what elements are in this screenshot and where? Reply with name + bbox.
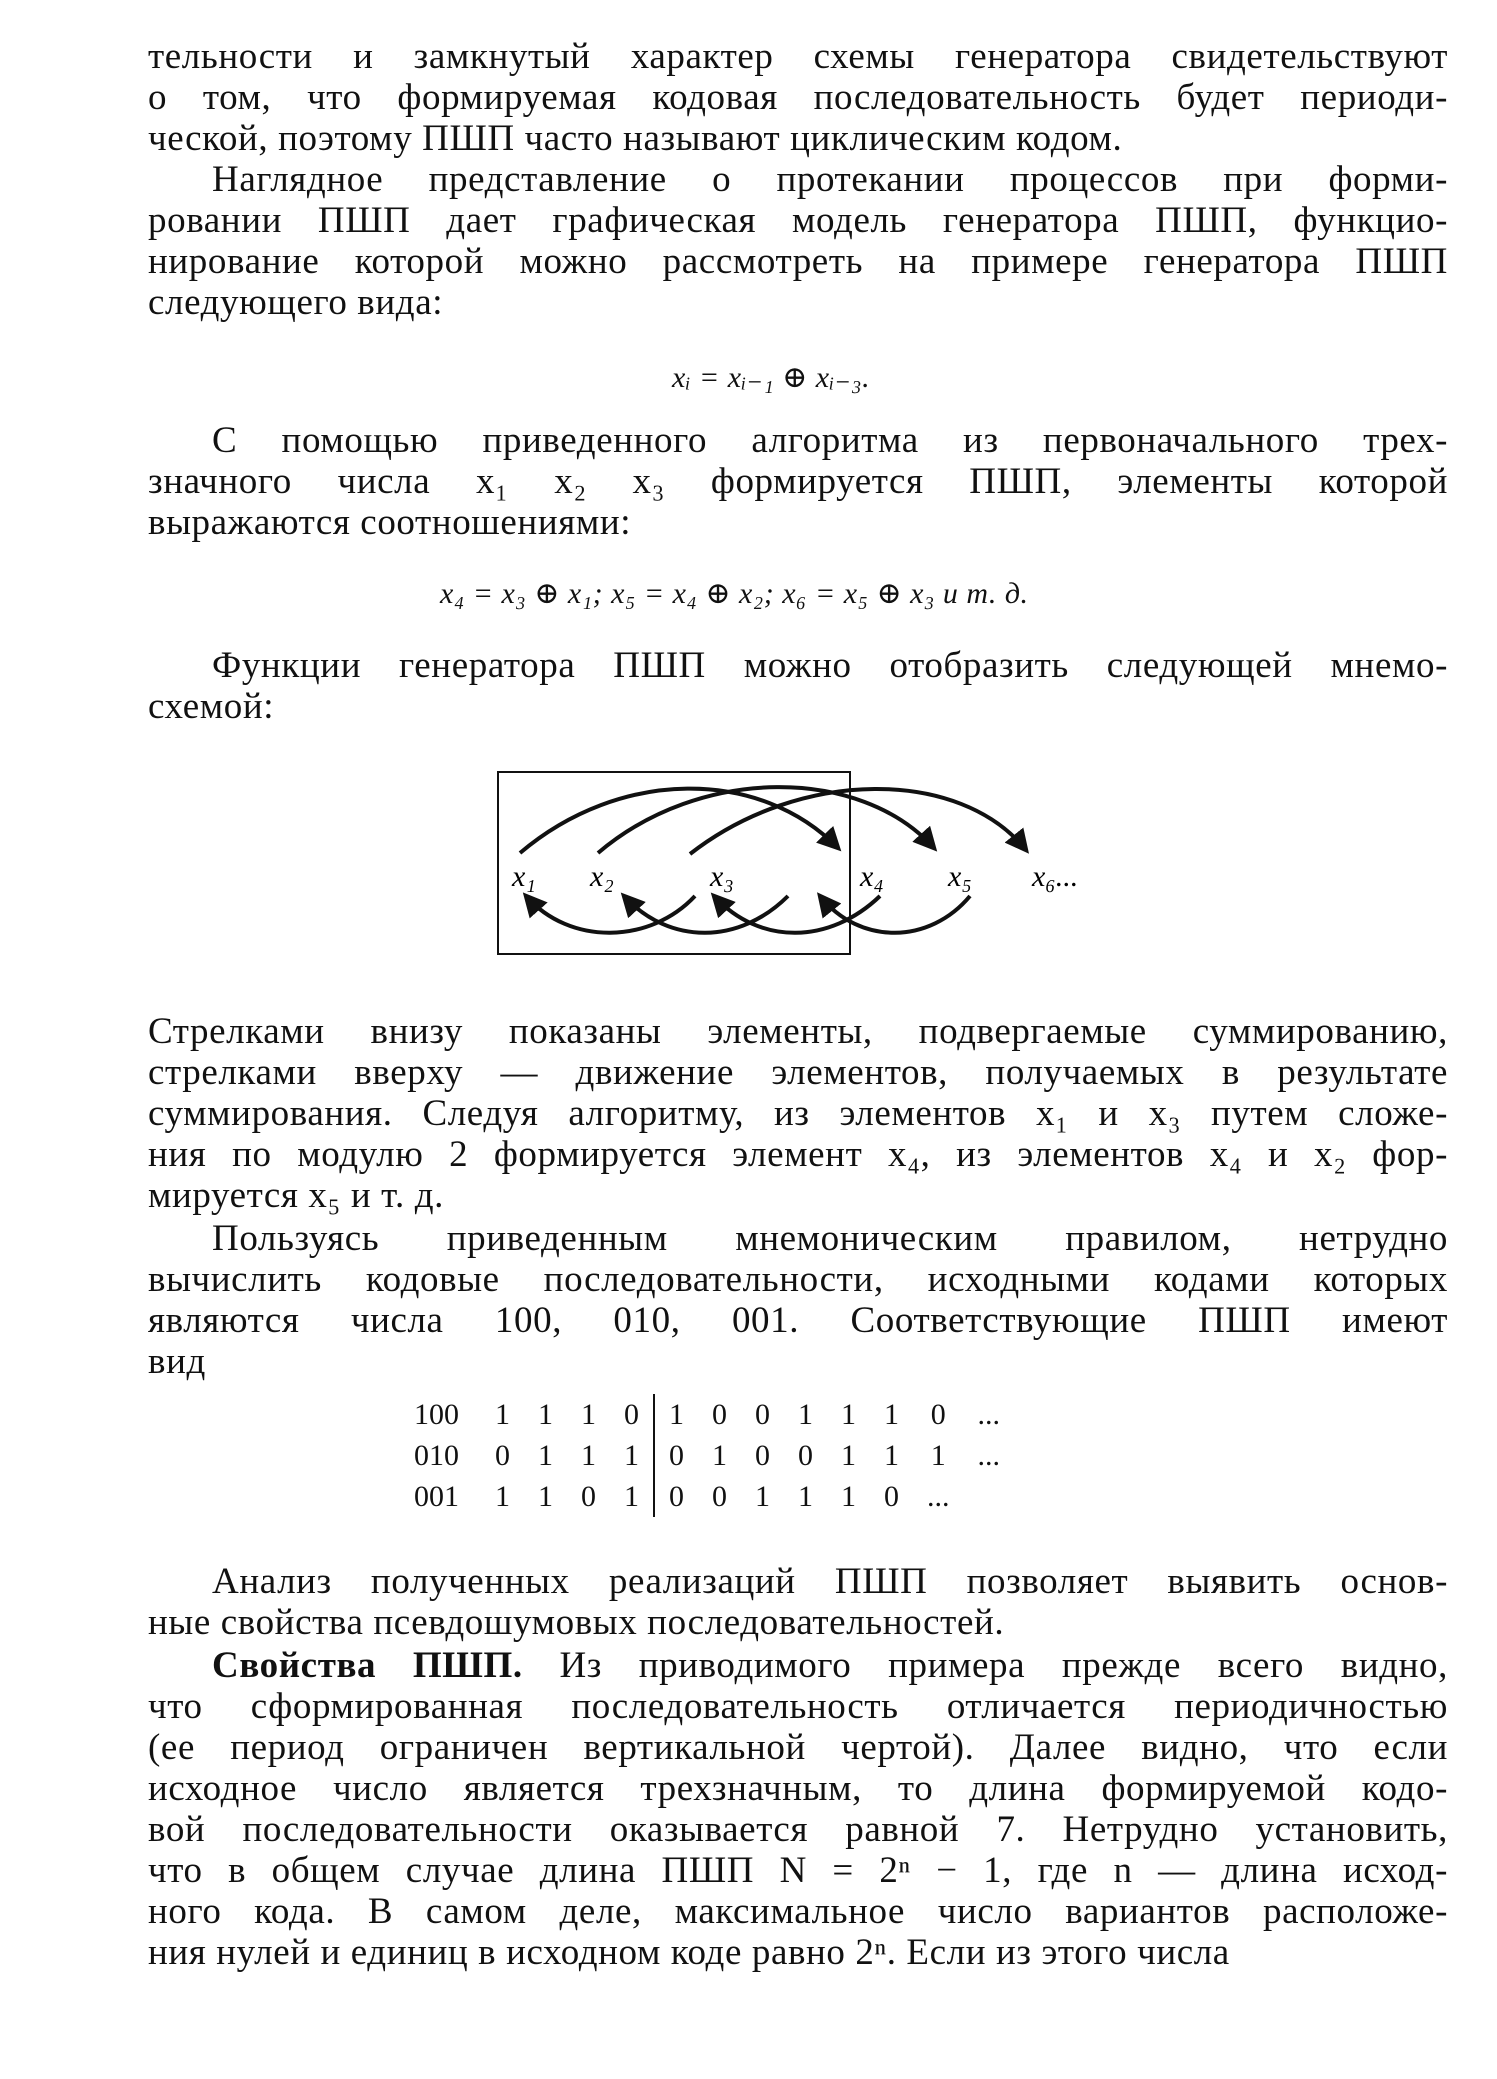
seq-cell [964,1476,1015,1517]
seq-cell: 1 [884,1397,899,1431]
text-line: нирование которой можно рассмотреть на примере генератора ПШП [148,241,1448,282]
seq-cell: 0 [798,1438,813,1472]
seq-cell: 1 [495,1479,510,1513]
text-line: ния нулей и единиц в исходном коде равно 2ⁿ. Если из этого числа [148,1932,1230,1973]
text-line: о том, что формируемая кодовая последовательность будет периоди- [148,77,1448,118]
seq-cell: ... [977,1438,1000,1472]
initial-code: 010 [414,1438,459,1472]
seq-cell: 1 [712,1438,727,1472]
text-line: суммирования. Следуя алгоритму, из элементов x₁ и x₃ путем сложе- [148,1093,1448,1134]
sequence-row [400,1435,1014,1476]
label-x5: x₅ [948,860,972,893]
text-line: Стрелками внизу показаны элементы, подвергаемые суммированию, [148,1011,1448,1052]
paragraph-intro [148,36,1448,159]
initial-code: 100 [414,1397,459,1431]
seq-cell: 0 [624,1397,639,1431]
seq-cell: 0 [654,1476,698,1517]
text-line: Анализ полученных реализаций ПШП позволяет выявить основ- [212,1561,1448,1602]
seq-cell: 1 [538,1479,553,1513]
text-line: вой последовательности оказывается равной 7. Нетрудно установить, [148,1809,1448,1850]
paragraph-mnemonic [148,645,1448,727]
seq-cell: 0 [755,1397,770,1431]
seq-cell: 1 [841,1479,856,1513]
seq-cell: 1 [624,1438,639,1472]
text-line: следующего вида: [148,282,444,323]
paragraph-sequences [148,1218,1448,1382]
paragraph-graphic-model [148,159,1448,323]
seq-cell: 1 [654,1394,698,1435]
sequence-row [400,1476,1014,1517]
seq-cell: 0 [712,1479,727,1513]
seq-cell: 1 [624,1479,639,1513]
seq-cell: ... [977,1397,1000,1431]
text-line: исходное число является трехзначным, то длина формируемой кодо- [148,1768,1448,1809]
text-line: что сформированная последовательность отличается периодичностью [148,1686,1448,1727]
seq-cell: 0 [930,1397,946,1431]
seq-cell: 0 [495,1438,510,1472]
paragraph-analysis [148,1561,1448,1643]
sequence-row [400,1394,1014,1435]
text-line: выражаются соотношениями: [148,502,632,543]
label-x1: x₁ [512,860,536,893]
paragraph-arrows-explanation [148,1011,1448,1216]
seq-cell: 1 [841,1438,856,1472]
text-line: схемой: [148,686,275,727]
text-line: являются числа 100, 010, 001. Соответствующие ПШП имеют [148,1300,1448,1341]
seq-cell: 1 [798,1479,813,1513]
seq-cell: 1 [581,1397,596,1431]
text-line: вид [148,1341,206,1382]
seq-cell: 0 [884,1479,899,1513]
text-line: ния по модулю 2 формируется элемент x₄, из элементов x₄ и x₂ фор- [148,1134,1448,1175]
seq-cell: 0 [581,1479,596,1513]
paragraph-properties [148,1645,1448,1973]
initial-code: 001 [414,1479,459,1513]
text-fragment: Из приводимого примера прежде всего видно, [522,1645,1448,1686]
text-line: С помощью приведенного алгоритма из первоначального трех- [212,420,1448,461]
paragraph-algorithm [148,420,1448,543]
text-line: мируется x₅ и т. д. [148,1175,445,1216]
seq-cell: 1 [841,1397,856,1431]
mnemonic-diagram [440,758,1160,968]
text-line: Функции генератора ПШП можно отобразить следующей мнемо- [212,645,1448,686]
label-x4: x₄ [860,860,884,893]
section-heading: Свойства ПШП. [212,1645,523,1686]
seq-cell: 1 [538,1438,553,1472]
seq-cell: 0 [755,1438,770,1472]
seq-cell: 0 [712,1397,727,1431]
text-line: ческой, поэтому ПШП часто называют циклическим кодом. [148,118,1123,159]
seq-cell: 1 [884,1438,899,1472]
label-x3: x₃ [710,860,734,893]
text-line: ровании ПШП дает графическая модель генератора ПШП, функцио- [148,200,1448,241]
text-line: Наглядное представление о протекании процессов при форми- [212,159,1448,200]
text-line: вычислить кодовые последовательности, исходными кодами которых [148,1259,1448,1300]
arrow-up-x4 [520,789,838,853]
arrow-down-x4 [820,896,970,933]
text-line: что в общем случае длина ПШП N = 2ⁿ − 1, где n — длина исход- [148,1850,1448,1891]
seq-cell: 0 [654,1435,698,1476]
text-line: ные свойства псевдошумовых последовательностей. [148,1602,1005,1643]
arrow-up-x5 [598,787,934,853]
text-line [148,1645,1448,1686]
seq-cell: 1 [538,1397,553,1431]
seq-cell: ... [927,1479,950,1513]
seq-cell: 1 [755,1479,770,1513]
seq-cell: 1 [798,1397,813,1431]
seq-cell: 1 [495,1397,510,1431]
formula-elements: x₄ = x₃ ⊕ x₁; x₅ = x₄ ⊕ x₂; x₆ = x₅ ⊕ x₃ и т. д. [440,577,1029,610]
text-line: тельности и замкнутый характер схемы генератора свидетельствуют [148,36,1448,77]
text-line: ного кода. В самом деле, максимальное число вариантов расположе- [148,1891,1448,1932]
seq-cell: 1 [930,1438,946,1472]
text-line: (ее период ограничен вертикальной чертой). Далее видно, что если [148,1727,1448,1768]
label-x2: x₂ [590,860,614,893]
sequence-table [400,1394,1014,1517]
seq-cell: 1 [581,1438,596,1472]
formula-recurrence: xᵢ = xᵢ₋₁ ⊕ xᵢ₋₃. [672,361,871,394]
text-line: Пользуясь приведенным мнемоническим правилом, нетрудно [212,1218,1448,1259]
label-x6: x₆... [1032,860,1079,893]
text-line: значного числа x₁ x₂ x₃ формируется ПШП, элементы которой [148,461,1448,502]
text-line: стрелками вверху — движение элементов, получаемых в результате [148,1052,1448,1093]
